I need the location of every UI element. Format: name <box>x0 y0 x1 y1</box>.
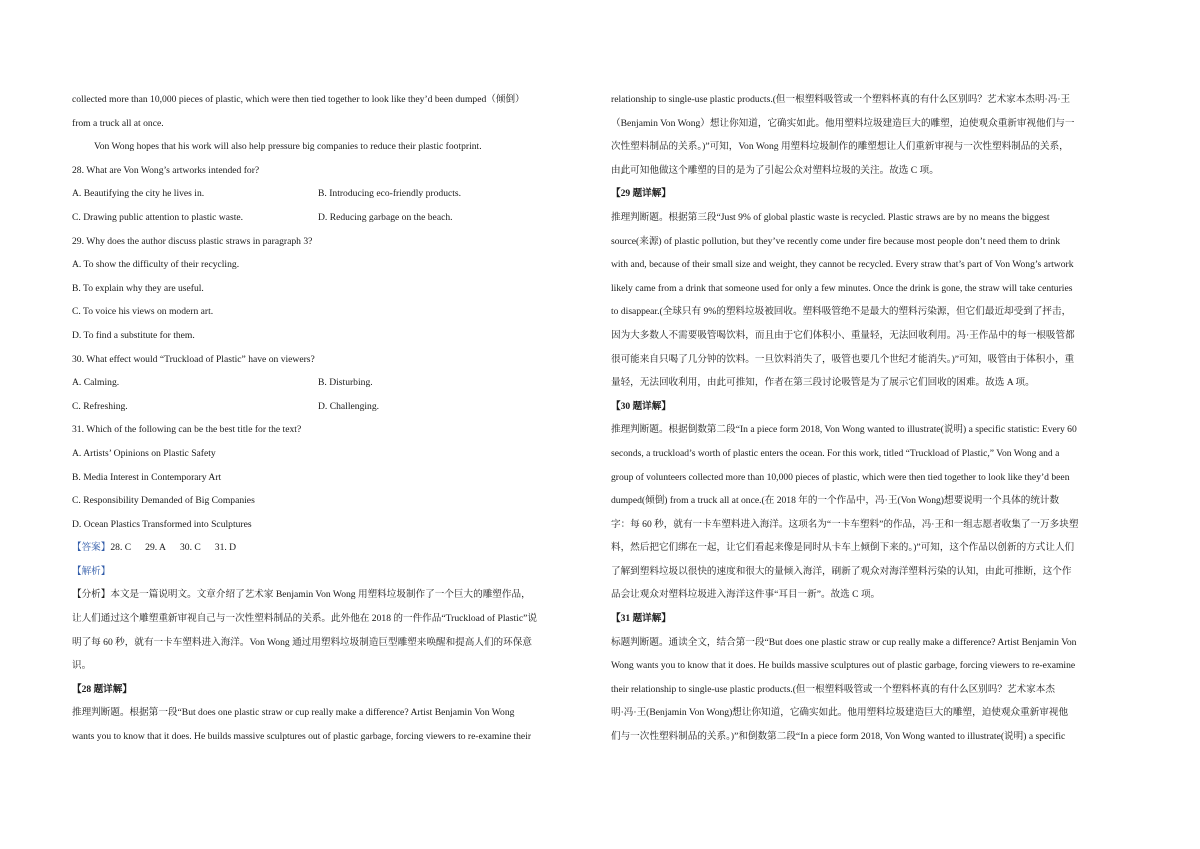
detail-line: group of volunteers collected more than 10,000 pieces of plastic, which were then tied together to look like they’d been <box>611 471 1070 483</box>
option-c: C. Refreshing. <box>72 400 128 412</box>
detail-line: likely came from a drink that someone used for only a few minutes. Once the drink is gone, the straw will take centuries <box>611 282 1073 294</box>
option-b: B. Disturbing. <box>318 377 373 389</box>
detail-line: Wong wants you to know that it does. He builds massive sculptures out of plastic garbage, forcing viewers to re-examine <box>611 660 1076 672</box>
question-30-options-row <box>72 395 590 419</box>
answer-item: 31. D <box>214 542 237 554</box>
answer-item: 28. C <box>110 542 132 554</box>
detail-line: 料，然后把它们绑在一起，让它们看起来像是同时从卡车上倾倒下来的。)”可知，这个作品以创新的方式让人们 <box>611 542 1075 554</box>
right-column <box>611 88 1128 749</box>
detail-line: 因为大多数人不需要吸管喝饮料，而且由于它们体积小、重量轻，无法回收利用。冯·王作品中的每一根吸管都 <box>611 329 1075 341</box>
answer-item: 29. A <box>145 542 166 554</box>
detail-line: 字：每 60 秒，就有一卡车塑料进入海洋。这项名为“一卡车塑料”的作品，冯·王和一组志愿者收集了一万多块塑 <box>611 518 1079 530</box>
answer-line <box>72 536 590 560</box>
option-a: A. Artists’ Opinions on Plastic Safety <box>72 447 216 459</box>
option-b: B. Introducing eco-friendly products. <box>318 188 462 200</box>
detail-line: source(来源) of plastic pollution, but they’ve recently come under fire because most people don’t need them to drink <box>611 235 1060 247</box>
detail-31-heading: 【31 题详解】 <box>611 613 671 625</box>
detail-line: （Benjamin Von Wong）想让你知道，它确实如此。他用塑料垃圾建造巨大的雕塑，迫使观众重新审视他们与一 <box>611 117 1075 129</box>
option-a: A. To show the difficulty of their recycling. <box>72 259 240 271</box>
detail-30-heading: 【30 题详解】 <box>611 400 671 412</box>
detail-line: 推理判断题。根据第三段“Just 9% of global plastic waste is recycled. Plastic straws are by no means the biggest <box>611 211 1050 223</box>
question-30-options-row <box>72 371 590 395</box>
detail-line: seconds, a truckload’s worth of plastic enters the ocean. For this work, titled “Truckload of Plastic,” Von Wong and a <box>611 447 1060 459</box>
detail-line: 推理判断题。根据第一段“But does one plastic straw or cup really make a difference? Artist Benjamin Von Wong <box>72 707 515 719</box>
answer-label: 【答案】 <box>72 542 111 554</box>
question-28-options-row <box>72 206 590 230</box>
detail-line: 由此可知他做这个雕塑的目的是为了引起公众对塑料垃圾的关注。故选 C 项。 <box>611 164 939 176</box>
detail-line: 推理判断题。根据倒数第二段“In a piece form 2018, Von Wong wanted to illustrate(说明) a specific statistic: Every 60 <box>611 424 1077 436</box>
detail-line: 次性塑料制品的关系。)”可知，Von Wong 用塑料垃圾制作的雕塑想让人们重新审视与一次性塑料制品的关系， <box>611 141 1069 153</box>
left-column <box>72 88 590 749</box>
option-b: B. Media Interest in Contemporary Art <box>72 471 222 483</box>
option-a: A. Calming. <box>72 377 120 389</box>
intro-line: collected more than 10,000 pieces of plastic, which were then tied together to look like they’d been dumped（倾倒） <box>72 94 525 105</box>
analysis-line: 【分析】本文是一篇说明文。文章介绍了艺术家 Benjamin Von Wong 用塑料垃圾制作了一个巨大的雕塑作品， <box>72 589 531 601</box>
detail-line: 标题判断题。通读全文，结合第一段“But does one plastic straw or cup really make a difference? Artist Benjamin Von <box>611 636 1077 648</box>
detail-line: dumped(倾倒) from a truck all at once.(在 2018 年的一个作品中，冯·王(Von Wong)想要说明一个具体的统计数 <box>611 495 1060 507</box>
option-a: A. Beautifying the city he lives in. <box>72 188 205 200</box>
option-b: B. To explain why they are useful. <box>72 282 204 294</box>
paragraph-line: Von Wong hopes that his work will also help pressure big companies to reduce their plastic footprint. <box>94 141 482 153</box>
detail-line: 品会让观众对塑料垃圾进入海洋这件事“耳目一新”。故选 C 项。 <box>611 589 881 601</box>
question-29-stem: 29. Why does the author discuss plastic straws in paragraph 3? <box>72 235 313 247</box>
question-28-stem: 28. What are Von Wong’s artworks intended for? <box>72 164 260 176</box>
answer-item: 30. C <box>179 542 201 554</box>
detail-line: to disappear.(全球只有 9%的塑料垃圾被回收。塑料吸管绝不是最大的塑料污染源，但它们最近却受到了抨击， <box>611 306 1072 318</box>
detail-line: wants you to know that it does. He builds massive sculptures out of plastic garbage, forcing viewers to re-examine their <box>72 731 532 743</box>
option-d: D. Challenging. <box>318 400 380 412</box>
detail-line: 量轻，无法回收利用，由此可推知，作者在第三段讨论吸管是为了展示它们回收的困难。故选 A 项。 <box>611 377 1035 389</box>
question-28-options-row <box>72 182 590 206</box>
detail-line: 明·冯·王(Benjamin Von Wong)想让你知道，它确实如此。他用塑料垃圾建造巨大的雕塑，迫使观众重新审视他 <box>611 707 1069 719</box>
analysis-line: 让人们通过这个雕塑重新审视自己与一次性塑料制品的关系。此外他在 2018 的一件作品“Truckload of Plastic”说 <box>72 613 537 625</box>
analysis-line: 识。 <box>72 660 92 672</box>
question-31-stem: 31. Which of the following can be the best title for the text? <box>72 424 302 436</box>
detail-line: 了解到塑料垃圾以很快的速度和很大的量倾入海洋，刷新了观众对海洋塑料污染的认知，由此可推断，这个作 <box>611 565 1072 577</box>
intro-line: from a truck all at once. <box>72 117 164 129</box>
option-c: C. To voice his views on modern art. <box>72 306 214 318</box>
detail-line: their relationship to single-use plastic products.(但一根塑料吸管或一个塑料杯真的有什么区别吗？艺术家本杰 <box>611 683 1055 695</box>
detail-line: with and, because of their small size and weight, they cannot be recycled. Every straw that’s part of Von Wong’s artwork <box>611 259 1074 271</box>
option-c: C. Drawing public attention to plastic waste. <box>72 211 244 223</box>
analysis-line: 明了每 60 秒，就有一卡车塑料进入海洋。Von Wong 通过用塑料垃圾制造巨型雕塑来唤醒和提高人们的环保意 <box>72 636 532 648</box>
detail-29-heading: 【29 题详解】 <box>611 188 671 200</box>
question-30-stem: 30. What effect would “Truckload of Plastic” have on viewers? <box>72 353 315 365</box>
option-d: D. Reducing garbage on the beach. <box>318 211 453 223</box>
detail-line: 们与一次性塑料制品的关系。)”和倒数第二段“In a piece form 2018, Von Wong wanted to illustrate(说明) a specific <box>611 731 1066 743</box>
option-d: D. To find a substitute for them. <box>72 329 195 341</box>
detail-line: relationship to single-use plastic products.(但一根塑料吸管或一个塑料杯真的有什么区别吗？艺术家本杰明·冯·王 <box>611 94 1071 105</box>
detail-line: 很可能来自只喝了几分钟的饮料。一旦饮料消失了，吸管也要几个世纪才能消失。)”可知，吸管由于体积小，重 <box>611 353 1075 365</box>
option-c: C. Responsibility Demanded of Big Companies <box>72 495 255 507</box>
detail-28-heading: 【28 题详解】 <box>72 683 132 695</box>
analysis-label: 【解析】 <box>72 565 111 577</box>
option-d: D. Ocean Plastics Transformed into Sculptures <box>72 518 252 530</box>
